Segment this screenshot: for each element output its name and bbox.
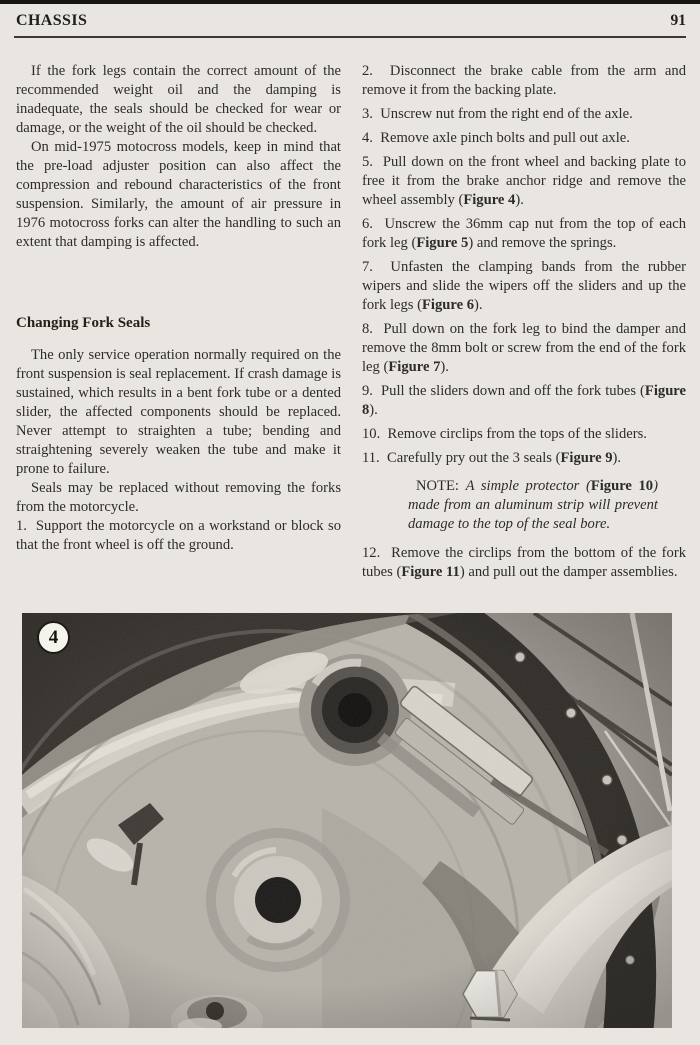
procedure-steps-right-b (362, 544, 686, 582)
page-number: 91 (670, 12, 686, 29)
brake-backing-plate-photo (22, 613, 672, 1028)
paragraph: Seals may be replaced without removing the forks from the motorcycle. (16, 480, 341, 515)
section-paragraphs (16, 346, 341, 517)
numbered-step: 10. Remove circlips from the tops of the sliders. (362, 426, 647, 442)
numbered-step: 3. Unscrew nut from the right end of the axle. (362, 106, 633, 122)
numbered-step: 9. Pull the sliders down and off the fork tubes (Figure 8). (362, 383, 686, 418)
figure-number-badge (37, 621, 70, 654)
numbered-step: 12. Remove the circlips from the bottom of the fork tubes (Figure 11) and pull out the damper assemblies. (362, 545, 686, 580)
numbered-step: 11. Carefully pry out the 3 seals (Figure 9). (362, 450, 622, 466)
numbered-step: 8. Pull down on the fork leg to bind the damper and remove the 8mm bolt or screw from the end of the fork leg (Figure 7). (362, 321, 686, 375)
intro-paragraphs (16, 62, 341, 252)
paragraph: If the fork legs contain the correct amount of the recommended weight oil and the damping is inadequate, the seals should be checked for wear or damage, or the weight of the oil should be checked. (16, 63, 341, 136)
chapter-title: CHASSIS (16, 12, 88, 29)
section-heading: Changing Fork Seals (16, 315, 151, 331)
numbered-step: 6. Unscrew the 36mm cap nut from the top of each fork leg (Figure 5) and remove the springs. (362, 216, 686, 251)
procedure-steps-right-a (362, 62, 686, 468)
numbered-step: 4. Remove axle pinch bolts and pull out axle. (362, 130, 630, 146)
procedure-steps-left (16, 517, 341, 555)
numbered-step: 7. Unfasten the clamping bands from the rubber wipers and slide the wipers off the sliders and up the fork legs (Figure 6). (362, 259, 686, 313)
paragraph: On mid-1975 motocross models, keep in mind that the pre-load adjuster position can also affect the compression and rebound characteristics of the front suspension. Similarly, the amount of air pressure in 1976 motocross forks can alter the handling to such an extent that damping is affected. (16, 139, 341, 250)
figure-number: 4 (48, 626, 59, 648)
numbered-step: 5. Pull down on the front wheel and backing plate to free it from the brake anchor ridge and remove the wheel assembly (Figure 4). (362, 154, 686, 208)
figure-4-photo (22, 613, 672, 1028)
scan-edge-artifact (0, 0, 700, 4)
right-column (362, 62, 686, 587)
paragraph: The only service operation normally required on the front suspension is seal replacement. If crash damage is sustained, which results in a bent fork tube or a dented slider, the affected components should be replaced. Never attempt to straighten a tube; bending and straightening severely weaken the tube and make it prone to failure. (16, 347, 341, 477)
page-header (16, 12, 686, 30)
header-rule (14, 36, 686, 38)
note-block: NOTE: A simple protector (Figure 10) made from an aluminum strip will prevent damage to the top of the seal bore. (408, 478, 658, 532)
left-column (16, 62, 341, 560)
numbered-step: 2. Disconnect the brake cable from the arm and remove it from the backing plate. (362, 63, 686, 98)
numbered-step: 1. Support the motorcycle on a workstand or block so that the front wheel is off the ground. (16, 518, 341, 553)
